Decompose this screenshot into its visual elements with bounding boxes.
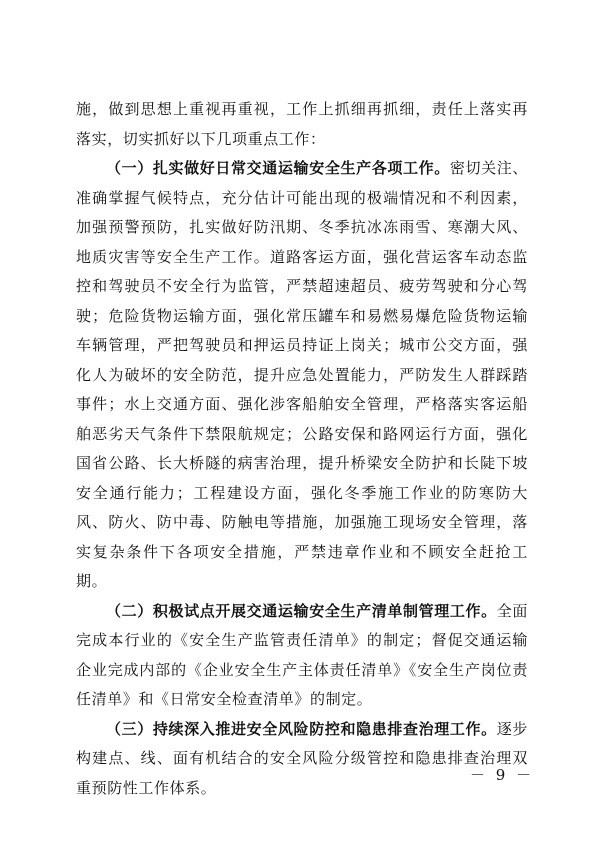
- section-text-2: 全面完成本行业的《安全生产监管责任清单》的制定；督促交通运输企业完成内部的《企业安全生产主体责任清单》《安全生产岗位责任清单》和《日常安全检查清单》的制定。: [76, 601, 528, 708]
- paragraph-section-2: [76, 597, 528, 715]
- paragraph-section-3: [76, 715, 528, 804]
- section-heading-1: （一）扎实做好日常交通运输安全生产各项工作。: [106, 159, 450, 177]
- paragraph-section-1: [76, 154, 528, 597]
- paragraph-text: 施，做到思想上重视再重视，工作上抓细再抓细，责任上落实再落实，切实抓好以下几项重点工作：: [76, 100, 528, 148]
- paragraph-continuation: [76, 95, 528, 154]
- body-text: [76, 95, 528, 803]
- section-text-3: 逐步构建点、线、面有机结合的安全风险分级管控和隐患排查治理双重预防性工作体系。: [76, 719, 528, 797]
- section-heading-2: （二）积极试点开展交通运输安全生产清单制管理工作。: [106, 601, 497, 620]
- page-number: － 9 －: [470, 766, 535, 784]
- section-heading-3: （三）持续深入推进安全风险防控和隐患排查治理工作。: [106, 719, 497, 738]
- section-text-1: 密切关注、准确掌握气候特点，充分估计可能出现的极端情况和不利因素，加强预警预防，扎实做好防汛期、冬季抗冰冻雨雪、寒潮大风、地质灾害等安全生产工作。道路客运方面，强化营运客车动态监控和驾驶员不安全行为监管，严禁超速超员、疲劳驾驶和分心驾驶；危险货物运输方面，强化常压罐车和易燃易爆危险货物运输车辆管理，严把驾驶员和押运员持证上岗关；城市公交方面，强化人为破坏的安全防范，提升应急处置能力，严防发生人群踩踏事件；水上交通方面、强化涉客船舶安全管理，严格落实客运船舶恶劣天气条件下禁限航规定；公路安保和路网运行方面，强化国省公路、长大桥隧的病害治理，提升桥梁安全防护和长陡下坡安全通行能力；工程建设方面，强化冬季施工作业的防寒防大风、防火、防中毒、防触电等措施，加强施工现场安全管理，落实复杂条件下各项安全措施，严禁违章作业和不顾安全赶抢工期。: [76, 159, 528, 590]
